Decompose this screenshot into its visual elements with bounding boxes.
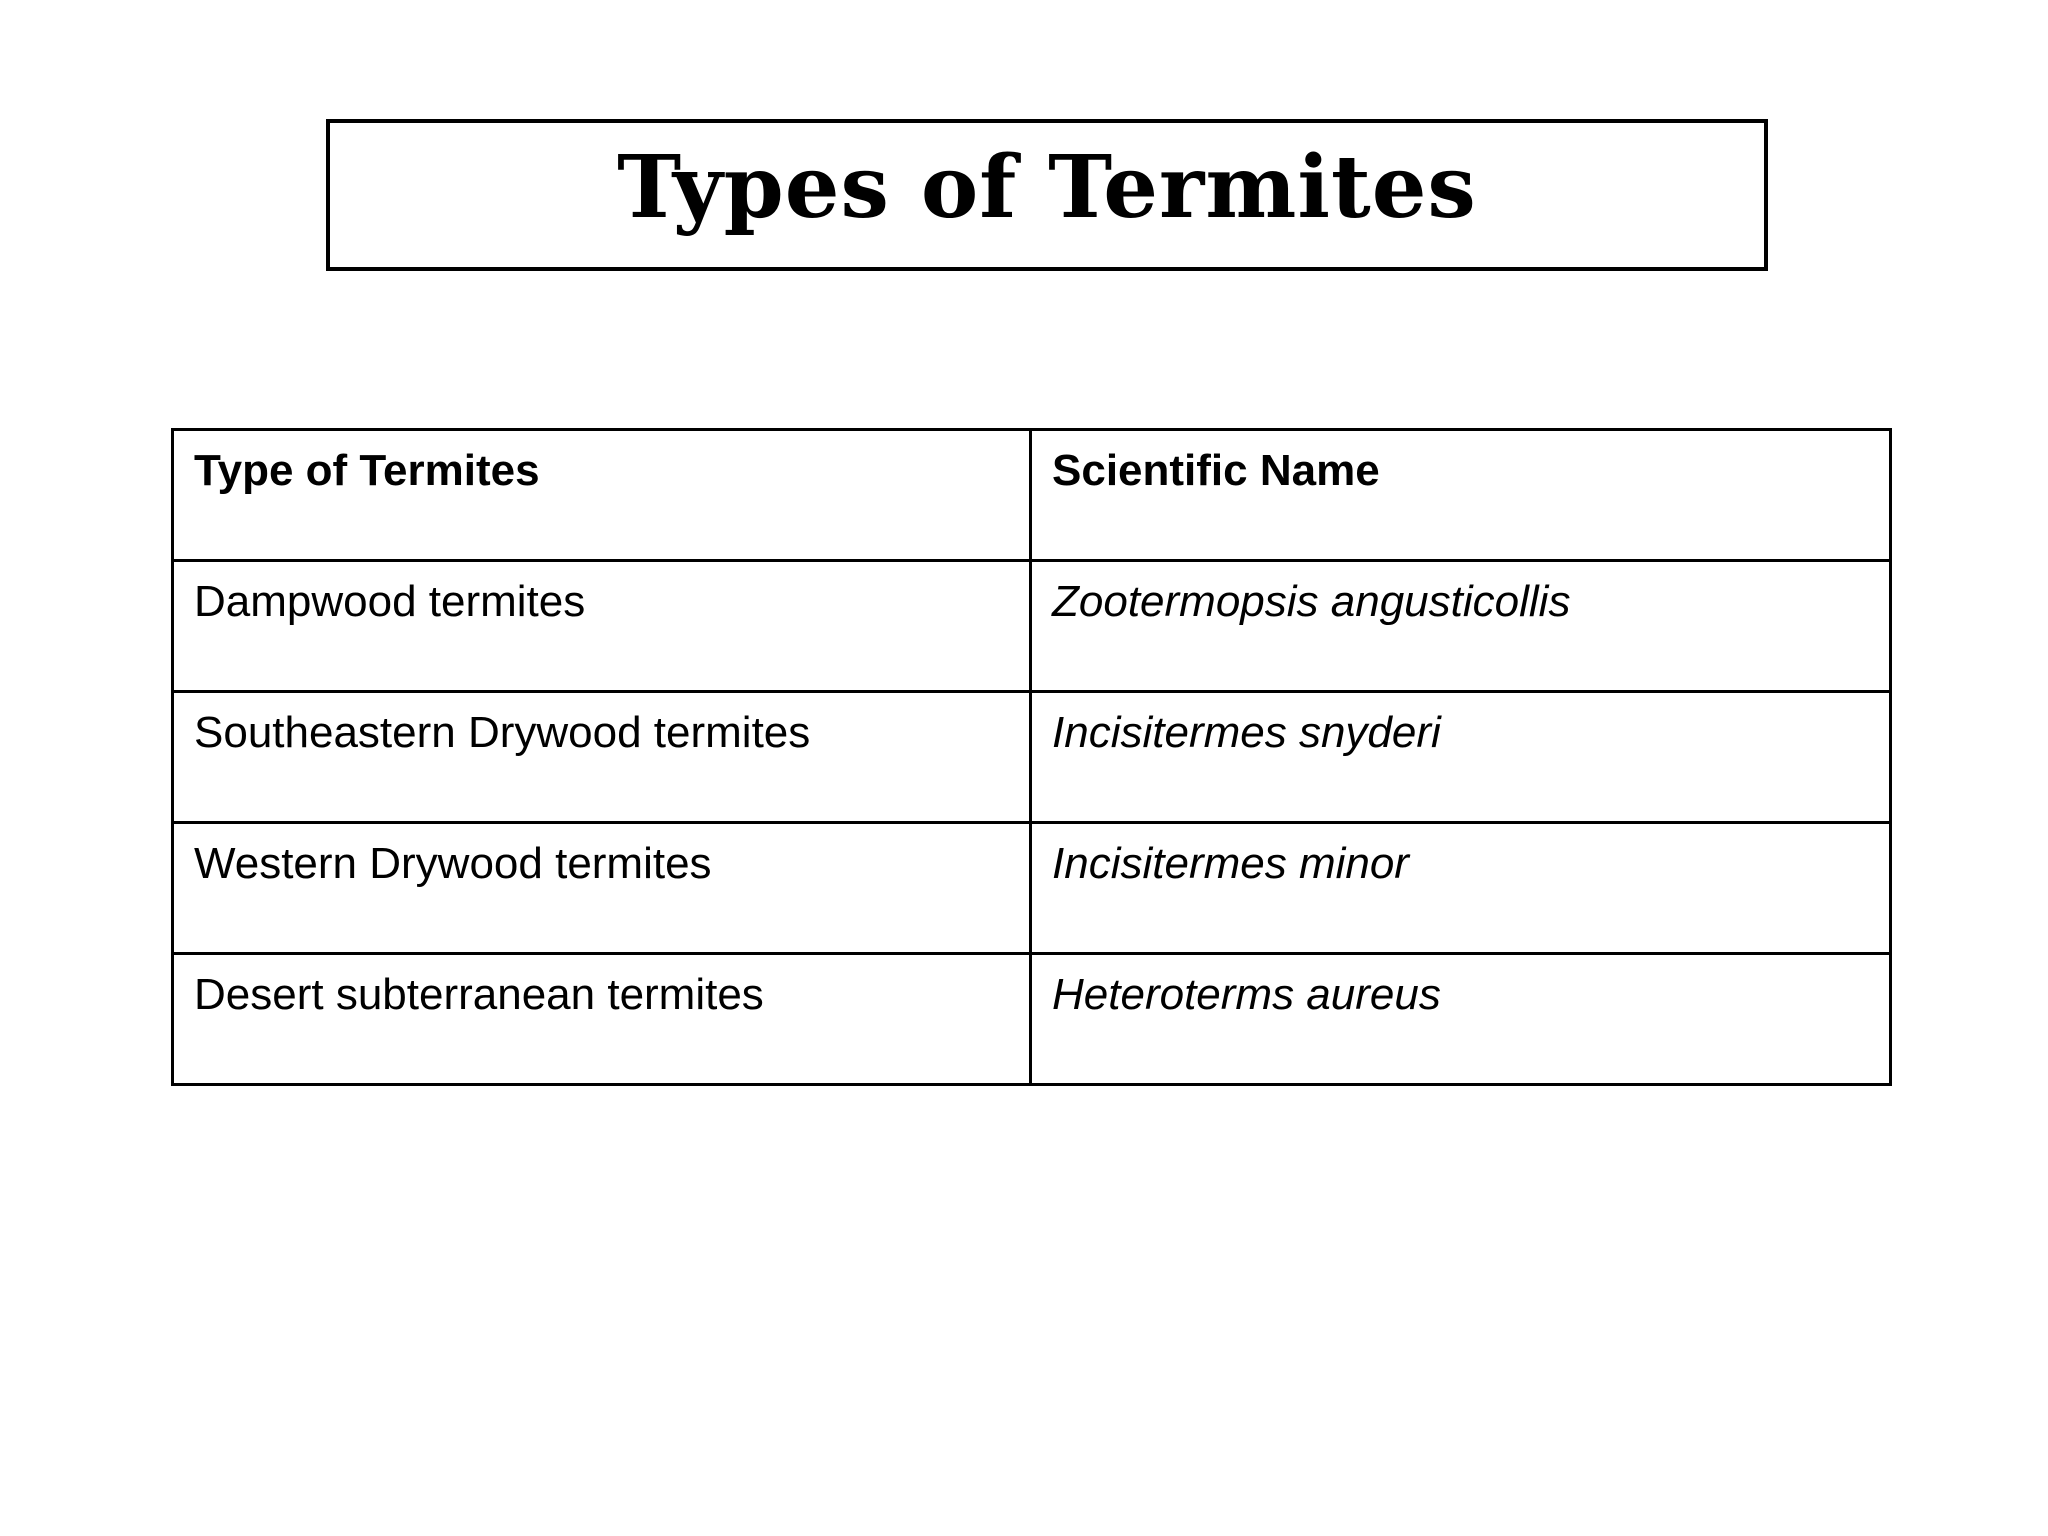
table-header-row	[173, 430, 1891, 561]
cell-type: Dampwood termites	[173, 561, 1031, 692]
cell-type: Western Drywood termites	[173, 823, 1031, 954]
cell-type: Southeastern Drywood termites	[173, 692, 1031, 823]
cell-scientific-name: Heteroterms aureus	[1031, 954, 1891, 1085]
header-type-of-termites: Type of Termites	[173, 430, 1031, 561]
termite-table	[171, 428, 1892, 1086]
cell-scientific-name: Incisitermes snyderi	[1031, 692, 1891, 823]
table-row	[173, 954, 1891, 1085]
cell-scientific-name: Incisitermes minor	[1031, 823, 1891, 954]
table-row	[173, 561, 1891, 692]
slide-title: Types of Termites	[617, 137, 1477, 238]
table-row	[173, 823, 1891, 954]
title-box	[326, 119, 1768, 271]
header-scientific-name: Scientific Name	[1031, 430, 1891, 561]
table-row	[173, 692, 1891, 823]
cell-scientific-name: Zootermopsis angusticollis	[1031, 561, 1891, 692]
cell-type: Desert subterranean termites	[173, 954, 1031, 1085]
